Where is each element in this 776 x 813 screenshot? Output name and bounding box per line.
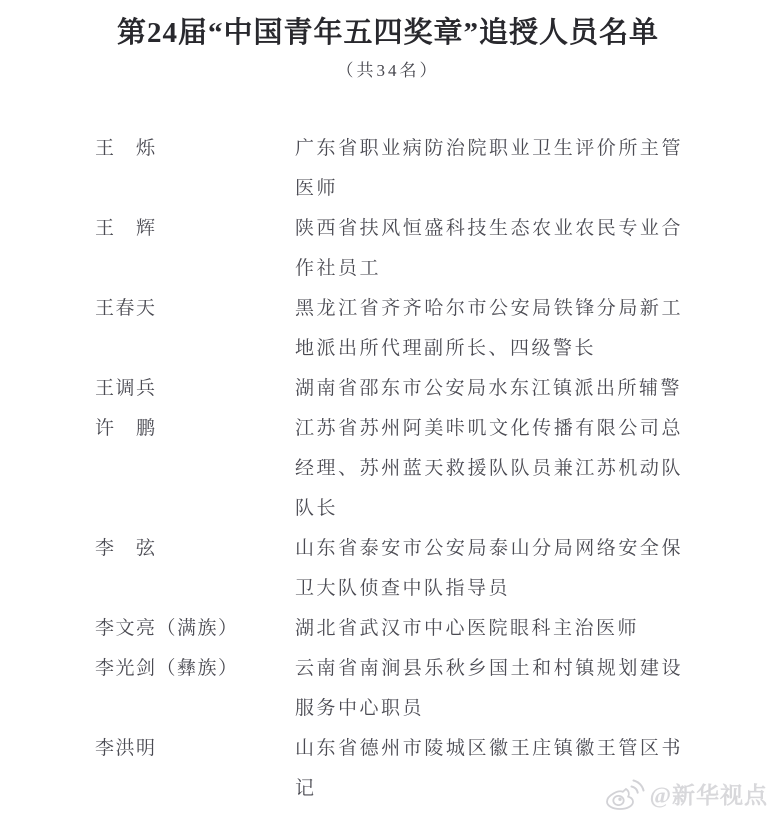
document-title: 第24届“中国青年五四奖章”追授人员名单 [116,17,659,49]
recipient-name: 王 辉 [95,218,157,239]
list-item [95,409,683,529]
weibo-icon [605,776,645,810]
document-subtitle: （共34名） [336,61,440,80]
list-item [95,289,683,369]
recipient-name: 王 烁 [95,138,157,159]
watermark-label: @新华视点 [649,782,768,808]
watermark [605,776,768,810]
recipient-name: 李文亮（满族） [95,618,239,639]
recipient-description: 江苏省苏州阿美咔叽文化传播有限公司总经理、苏州蓝天救援队队员兼江苏机动队队长 [295,418,683,519]
list-item [95,649,683,729]
award-list [95,129,683,809]
recipient-description: 广东省职业病防治院职业卫生评价所主管医师 [295,138,683,199]
list-item [95,609,683,649]
recipient-description: 山东省德州市陵城区徽王庄镇徽王管区书记 [295,738,683,799]
recipient-description: 湖南省邵东市公安局水东江镇派出所辅警 [295,378,683,399]
recipient-description: 湖北省武汉市中心医院眼科主治医师 [295,618,640,639]
list-item [95,529,683,609]
recipient-name: 李光剑（彝族） [95,658,239,679]
recipient-description: 陕西省扶风恒盛科技生态农业农民专业合作社员工 [295,218,683,279]
list-item [95,129,683,209]
list-item [95,209,683,289]
recipient-name: 王春天 [95,298,157,319]
recipient-name: 李洪明 [95,738,157,759]
recipient-description: 黑龙江省齐齐哈尔市公安局铁锋分局新工地派出所代理副所长、四级警长 [295,298,683,359]
recipient-description: 云南省南涧县乐秋乡国土和村镇规划建设服务中心职员 [295,658,683,719]
recipient-name: 李 弦 [95,538,157,559]
recipient-name: 许 鹏 [95,418,157,439]
recipient-description: 山东省泰安市公安局泰山分局网络安全保卫大队侦查中队指导员 [295,538,683,599]
recipient-name: 王调兵 [95,378,157,399]
list-item [95,729,683,809]
list-item [95,369,683,409]
